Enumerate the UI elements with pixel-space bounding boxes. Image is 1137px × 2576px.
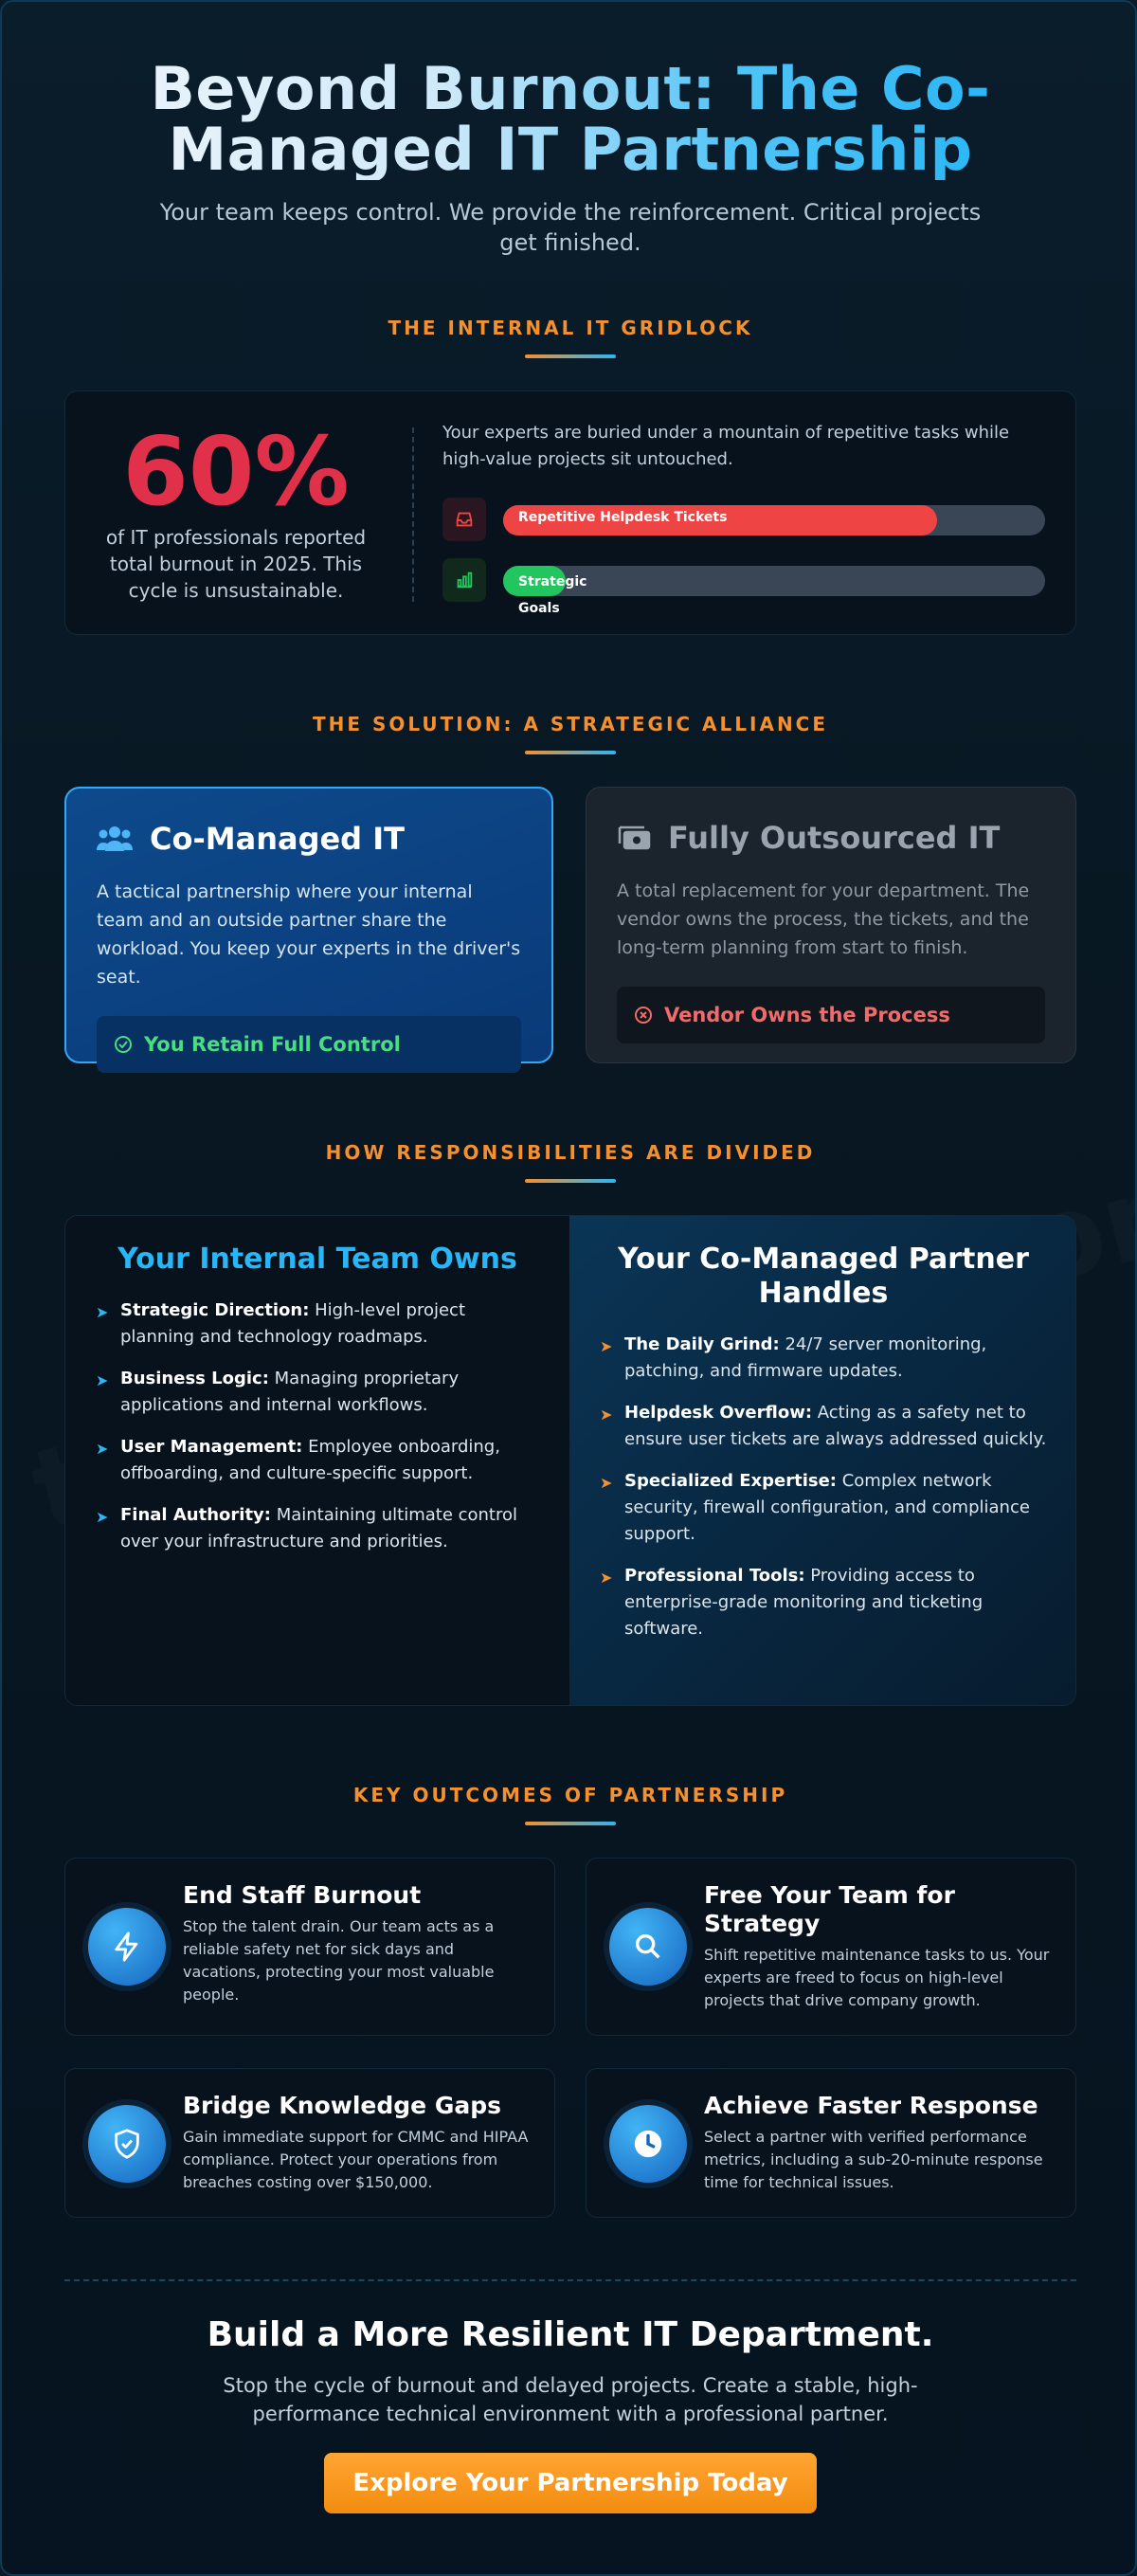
outsourced-description: A total replacement for your department. The vendor owns the process, the tickets, and the long-term planning from start to finish.	[617, 880, 1030, 958]
section-title-gridlock	[2, 317, 1137, 358]
outsourced-title	[617, 820, 1045, 856]
item-bold: Helpdesk Overflow:	[624, 1403, 813, 1423]
check-circle-icon	[114, 1035, 133, 1054]
arrow-icon: ➤	[600, 1406, 613, 1424]
list-item	[598, 1468, 1049, 1548]
item-text: Acting as a safety net to ensure user tickets are always addressed quickly.	[624, 1403, 1047, 1449]
bar-chart-icon	[442, 558, 486, 602]
item-text: Employee onboarding, offboarding, and culture-specific support.	[120, 1437, 500, 1483]
users-icon	[97, 825, 133, 853]
page-title	[144, 54, 997, 184]
section-title-outcomes	[2, 1784, 1137, 1825]
co-managed-footer	[97, 1016, 521, 1073]
section-title-solution	[2, 713, 1137, 754]
bar-strategic	[442, 558, 1045, 616]
cta-section	[2, 2314, 1137, 2513]
outcome-card	[64, 2068, 555, 2218]
co-managed-card	[64, 787, 553, 1063]
section-title-text: THE INTERNAL IT GRIDLOCK	[388, 317, 753, 339]
internal-team-title: Your Internal Team Owns	[117, 1243, 517, 1276]
section-title-responsibilities	[2, 1141, 1137, 1183]
bar-helpdesk	[442, 498, 1045, 539]
inbox-icon	[442, 498, 486, 541]
outcome-title: Achieve Faster Response	[704, 2092, 1038, 2119]
x-circle-icon	[634, 1006, 653, 1025]
outcome-text	[704, 1881, 1056, 2012]
outcome-card	[64, 1858, 555, 2036]
item-text: Complex network security, firewall configuration, and compliance support.	[624, 1471, 1030, 1544]
item-text: Managing proprietary applications and internal workflows.	[120, 1369, 460, 1415]
bar-label: Strategic Goals	[518, 574, 587, 616]
list-item	[94, 1434, 541, 1487]
outcome-title: End Staff Burnout	[183, 1881, 422, 1909]
item-bold: Business Logic:	[120, 1369, 269, 1388]
arrow-icon: ➤	[600, 1474, 613, 1492]
arrow-icon: ➤	[600, 1337, 613, 1355]
co-managed-description: A tactical partnership where your internal team and an outside partner share the workload. You keep your experts in the driver's seat.	[97, 881, 521, 988]
cta-title: Build a More Resilient IT Department.	[207, 2315, 934, 2354]
section-title-text: KEY OUTCOMES OF PARTNERSHIP	[352, 1784, 788, 1806]
shield-check-icon	[88, 2105, 166, 2183]
item-text: Maintaining ultimate control over your infrastructure and priorities.	[120, 1505, 518, 1551]
arrow-icon: ➤	[96, 1440, 109, 1458]
money-icon	[617, 825, 651, 851]
outcome-card	[586, 2068, 1076, 2218]
bar-track	[503, 505, 1045, 535]
outsourced-title-text: Fully Outsourced IT	[668, 820, 1001, 856]
hero	[2, 54, 1137, 258]
search-icon	[609, 1908, 687, 1986]
title-part-2: The Co-Managed IT Partnership	[168, 54, 991, 184]
internal-team-column	[65, 1216, 569, 1706]
item-bold: User Management:	[120, 1437, 303, 1457]
title-part-1: Beyond Burnout:	[150, 54, 737, 123]
outcome-text	[704, 2092, 1056, 2194]
outcome-title: Bridge Knowledge Gaps	[183, 2092, 501, 2119]
arrow-icon: ➤	[600, 1569, 613, 1587]
item-bold: The Daily Grind:	[624, 1334, 780, 1354]
list-item	[94, 1366, 541, 1419]
outcome-description: Stop the talent drain. Our team acts as a reliable safety net for sick days and vacations, protecting your most valuable people.	[183, 1917, 495, 2004]
partner-column	[569, 1216, 1076, 1706]
clock-icon	[609, 2105, 687, 2183]
outcome-title: Free Your Team for Strategy	[704, 1881, 955, 1937]
outcome-text	[183, 2092, 535, 2194]
outcome-text	[183, 1881, 535, 2006]
item-bold: Specialized Expertise:	[624, 1471, 837, 1491]
burnout-stat	[94, 416, 378, 604]
item-bold: Professional Tools:	[624, 1566, 805, 1586]
outsourced-card	[586, 787, 1076, 1063]
outsourced-footer	[617, 987, 1045, 1043]
gridlock-description: Your experts are buried under a mountain of repetitive tasks while high-value projects sit untouched.	[442, 423, 1010, 469]
outcome-description: Select a partner with verified performance metrics, including a sub-20-minute response time for technical issues.	[704, 2128, 1043, 2191]
cta-text: Stop the cycle of burnout and delayed projects. Create a stable, high-performance technical environment with a professional partner.	[223, 2374, 918, 2425]
gridlock-card	[64, 390, 1076, 635]
page-subtitle: Your team keeps control. We provide the reinforcement. Critical projects get finished.	[159, 199, 982, 256]
list-item	[598, 1563, 1049, 1642]
section-divider	[525, 751, 616, 754]
internal-team-list	[94, 1297, 541, 1555]
cta-divider	[64, 2279, 1076, 2281]
section-divider	[525, 1179, 616, 1183]
section-divider	[525, 1822, 616, 1825]
list-item	[598, 1332, 1049, 1385]
co-managed-footer-text: You Retain Full Control	[144, 1033, 401, 1056]
item-text: High-level project planning and technology roadmaps.	[120, 1300, 466, 1347]
list-item	[94, 1297, 541, 1351]
outcome-description: Shift repetitive maintenance tasks to us. Your experts are freed to focus on high-level projects that drive company growth.	[704, 1946, 1050, 2009]
list-item	[598, 1400, 1049, 1453]
arrow-icon: ➤	[96, 1303, 109, 1321]
outsourced-footer-text: Vendor Owns the Process	[664, 1004, 950, 1026]
vertical-divider	[412, 427, 414, 602]
arrow-icon: ➤	[96, 1508, 109, 1526]
stat-value: 60%	[122, 416, 350, 527]
section-title-text: THE SOLUTION: A STRATEGIC ALLIANCE	[312, 713, 829, 735]
item-bold: Final Authority:	[120, 1505, 271, 1525]
responsibilities-table	[64, 1215, 1076, 1706]
item-text: Providing access to enterprise-grade monitoring and ticketing software.	[624, 1566, 984, 1639]
co-managed-title-text: Co-Managed IT	[150, 821, 405, 857]
outcome-card	[586, 1858, 1076, 2036]
arrow-icon: ➤	[96, 1371, 109, 1389]
outcome-description: Gain immediate support for CMMC and HIPAA compliance. Protect your operations from breaches costing over $150,000.	[183, 2128, 529, 2191]
partner-title: Your Co-Managed Partner Handles	[618, 1243, 1029, 1310]
list-item	[94, 1502, 541, 1555]
stat-caption: of IT professionals reported total burnout in 2025. This cycle is unsustainable.	[105, 526, 367, 602]
bar-label: Repetitive Helpdesk Tickets	[518, 510, 728, 525]
explore-partnership-button[interactable]: Explore Your Partnership Today	[324, 2453, 817, 2513]
item-text: 24/7 server monitoring, patching, and firmware updates.	[624, 1334, 987, 1381]
co-managed-title	[97, 821, 521, 857]
section-divider	[525, 354, 616, 358]
lightning-icon	[88, 1908, 166, 1986]
section-title-text: HOW RESPONSIBILITIES ARE DIVIDED	[325, 1141, 816, 1164]
partner-list	[598, 1332, 1049, 1642]
item-bold: Strategic Direction:	[120, 1300, 310, 1320]
bar-track	[503, 566, 1045, 616]
